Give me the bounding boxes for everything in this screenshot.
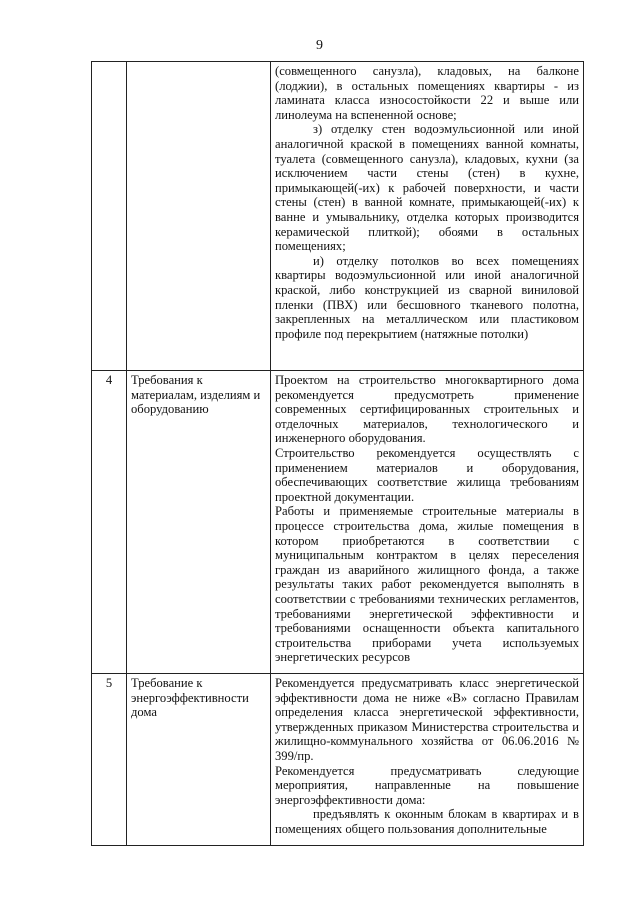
row-number-cell xyxy=(92,62,127,371)
requirement-description-cell xyxy=(271,674,584,846)
paragraph: з) отделку стен водоэмульсионной или иной аналогичной краской в помещениях ванной комнаты, туалета (совмещенного санузла), кладовых, кухни (за исключением части стены (стен) в кухне, примыкающей(-их) к рабочей поверхности, и части стены (стен) в ванной комнате, примыкающей(-их) к ванне и умывальнику, отделка которых производится керамической плиткой); обоями в остальных помещениях; xyxy=(275,122,579,254)
requirement-description-cell xyxy=(271,62,584,371)
row-number-cell: 4 xyxy=(92,371,127,674)
page-number: 9 xyxy=(316,38,323,53)
paragraph: (совмещенного санузла), кладовых, на балконе (лоджии), в остальных помещениях квартиры - из ламината класса износостойкости 22 и выше или линолеума на вспененной основе; xyxy=(275,64,579,122)
requirement-name-cell: Требование к энергоэффективности дома xyxy=(127,674,271,846)
requirement-name-cell: Требования к материалам, изделиям и оборудованию xyxy=(127,371,271,674)
paragraph: Строительство рекомендуется осуществлять с применением материалов и оборудования, обеспечивающих соответствие жилища требованиям проектной документации. xyxy=(275,445,579,504)
row-number-cell: 5 xyxy=(92,674,127,846)
table-row xyxy=(92,371,584,674)
requirement-name-cell xyxy=(127,62,271,371)
requirement-description-cell xyxy=(271,371,584,674)
paragraph: и) отделку потолков во всех помещениях квартиры водоэмульсионной или иной аналогичной краской, либо конструкцией из сварной виниловой пленки (ПВХ) или бесшовного тканевого полотна, закрепленных на металлическом или пластиковом профиле под перекрытием (натяжные потолки) xyxy=(275,253,579,341)
table-row xyxy=(92,62,584,371)
paragraph: Рекомендуется предусматривать следующие мероприятия, направленные на повышение энергоэффективности дома: xyxy=(275,763,579,807)
paragraph: Работы и применяемые строительные материалы в процессе строительства дома, жилые помещения в котором приобретаются в соответствии с муниципальным контрактом в целях переселения граждан из аварийного жилищного фонда, а также результаты таких работ рекомендуется выполнять в соответствии с требованиями технических регламентов, требованиями энергетической эффективности и требованиями оснащенности объекта капитального строительства приборами учета используемых энергетических ресурсов xyxy=(275,504,579,665)
paragraph: предъявлять к оконным блокам в квартирах и в помещениях общего пользования дополнительные xyxy=(275,807,579,836)
paragraph: Проектом на строительство многоквартирного дома рекомендуется предусмотреть применение современных сертифицированных строительных и отделочных материалов, технологического и инженерного оборудования. xyxy=(275,373,579,446)
table-row xyxy=(92,674,584,846)
paragraph: Рекомендуется предусматривать класс энергетической эффективности дома не ниже «В» согласно Правилам определения класса энергетической эффективности, утвержденных приказом Министерства строительства и жилищно-коммунального хозяйства от 06.06.2016 № 399/пр. xyxy=(275,676,579,763)
requirements-table xyxy=(91,61,584,846)
